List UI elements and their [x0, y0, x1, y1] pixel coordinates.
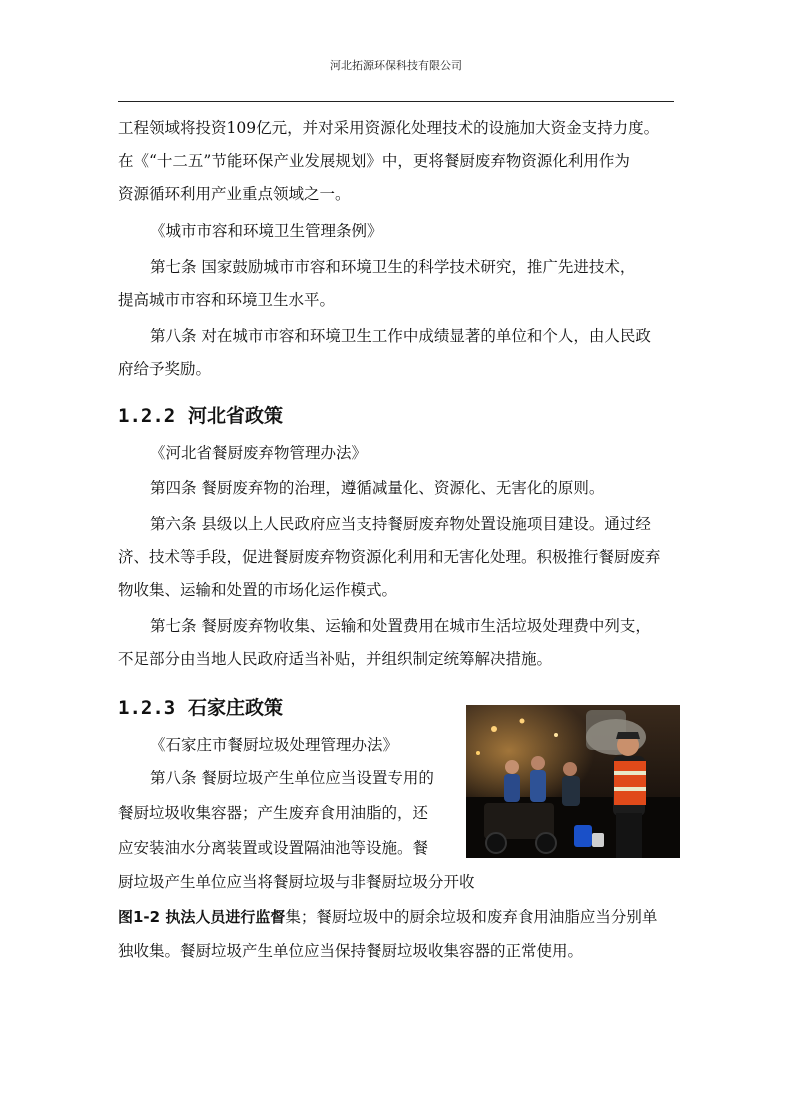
header-rule [118, 101, 674, 102]
photo-enforcement-officers-icon [466, 705, 680, 858]
article-line: 餐厨垃圾收集容器；产生废弃食用油脂的，还 [118, 804, 429, 822]
section-heading-1-2-2 [118, 404, 283, 428]
article-line: 物收集、运输和处置的市场化运作模式。 [118, 581, 398, 599]
article-line: 不足部分由当地人民政府适当补贴，并组织制定统筹解决措施。 [118, 650, 553, 668]
section-title: 河北省政策 [188, 405, 284, 427]
article-line: 独收集。餐厨垃圾产生单位应当保持餐厨垃圾收集容器的正常使用。 [118, 942, 584, 960]
regulation-title: 《河北省餐厨废弃物管理办法》 [150, 444, 368, 462]
article-line: 府给予奖励。 [118, 360, 212, 378]
regulation-title: 《石家庄市餐厨垃圾处理管理办法》 [150, 736, 399, 754]
section-number: 1.2.2 [118, 405, 176, 427]
article-text: 集；餐厨垃圾中的厨余垃圾和废弃食用油脂应当分别单 [285, 908, 658, 926]
article-line-with-caption [118, 907, 657, 927]
article-line: 厨垃圾产生单位应当将餐厨垃圾与非餐厨垃圾分开收 [118, 873, 475, 891]
paragraph-line: 工程领域将投资109亿元，并对采用资源化处理技术的设施加大资金支持力度。 [118, 119, 660, 137]
section-heading-1-2-3 [118, 696, 283, 720]
article-line: 第七条 餐厨废弃物收集、运输和处置费用在城市生活垃圾处理费中列支， [150, 617, 651, 635]
article-line: 第七条 国家鼓励城市市容和环境卫生的科学技术研究，推广先进技术， [150, 258, 636, 276]
figure-caption: 图1-2 执法人员进行监督 [118, 908, 286, 926]
paragraph-line: 在《“十二五”节能环保产业发展规划》中，更将餐厨废弃物资源化利用作为 [118, 152, 630, 170]
paragraph-line: 资源循环利用产业重点领域之一。 [118, 185, 351, 203]
page-header: 河北拓源环保科技有限公司 [330, 59, 462, 72]
article-line: 应安装油水分离装置或设置隔油池等设施。餐 [118, 839, 429, 857]
section-title: 石家庄政策 [188, 697, 284, 719]
article-line: 第四条 餐厨废弃物的治理，遵循减量化、资源化、无害化的原则。 [150, 479, 605, 497]
article-line: 第八条 对在城市市容和环境卫生工作中成绩显著的单位和个人，由人民政 [150, 327, 651, 345]
article-line: 第六条 县级以上人民政府应当支持餐厨废弃物处置设施项目建设。通过经 [150, 515, 651, 533]
regulation-title: 《城市市容和环境卫生管理条例》 [150, 222, 383, 240]
article-line: 济、技术等手段，促进餐厨废弃物资源化利用和无害化处理。积极推行餐厨废弃 [118, 548, 661, 566]
article-line: 第八条 餐厨垃圾产生单位应当设置专用的 [150, 769, 434, 787]
section-number: 1.2.3 [118, 697, 176, 719]
article-line: 提高城市市容和环境卫生水平。 [118, 291, 336, 309]
enforcement-photo [466, 705, 680, 858]
